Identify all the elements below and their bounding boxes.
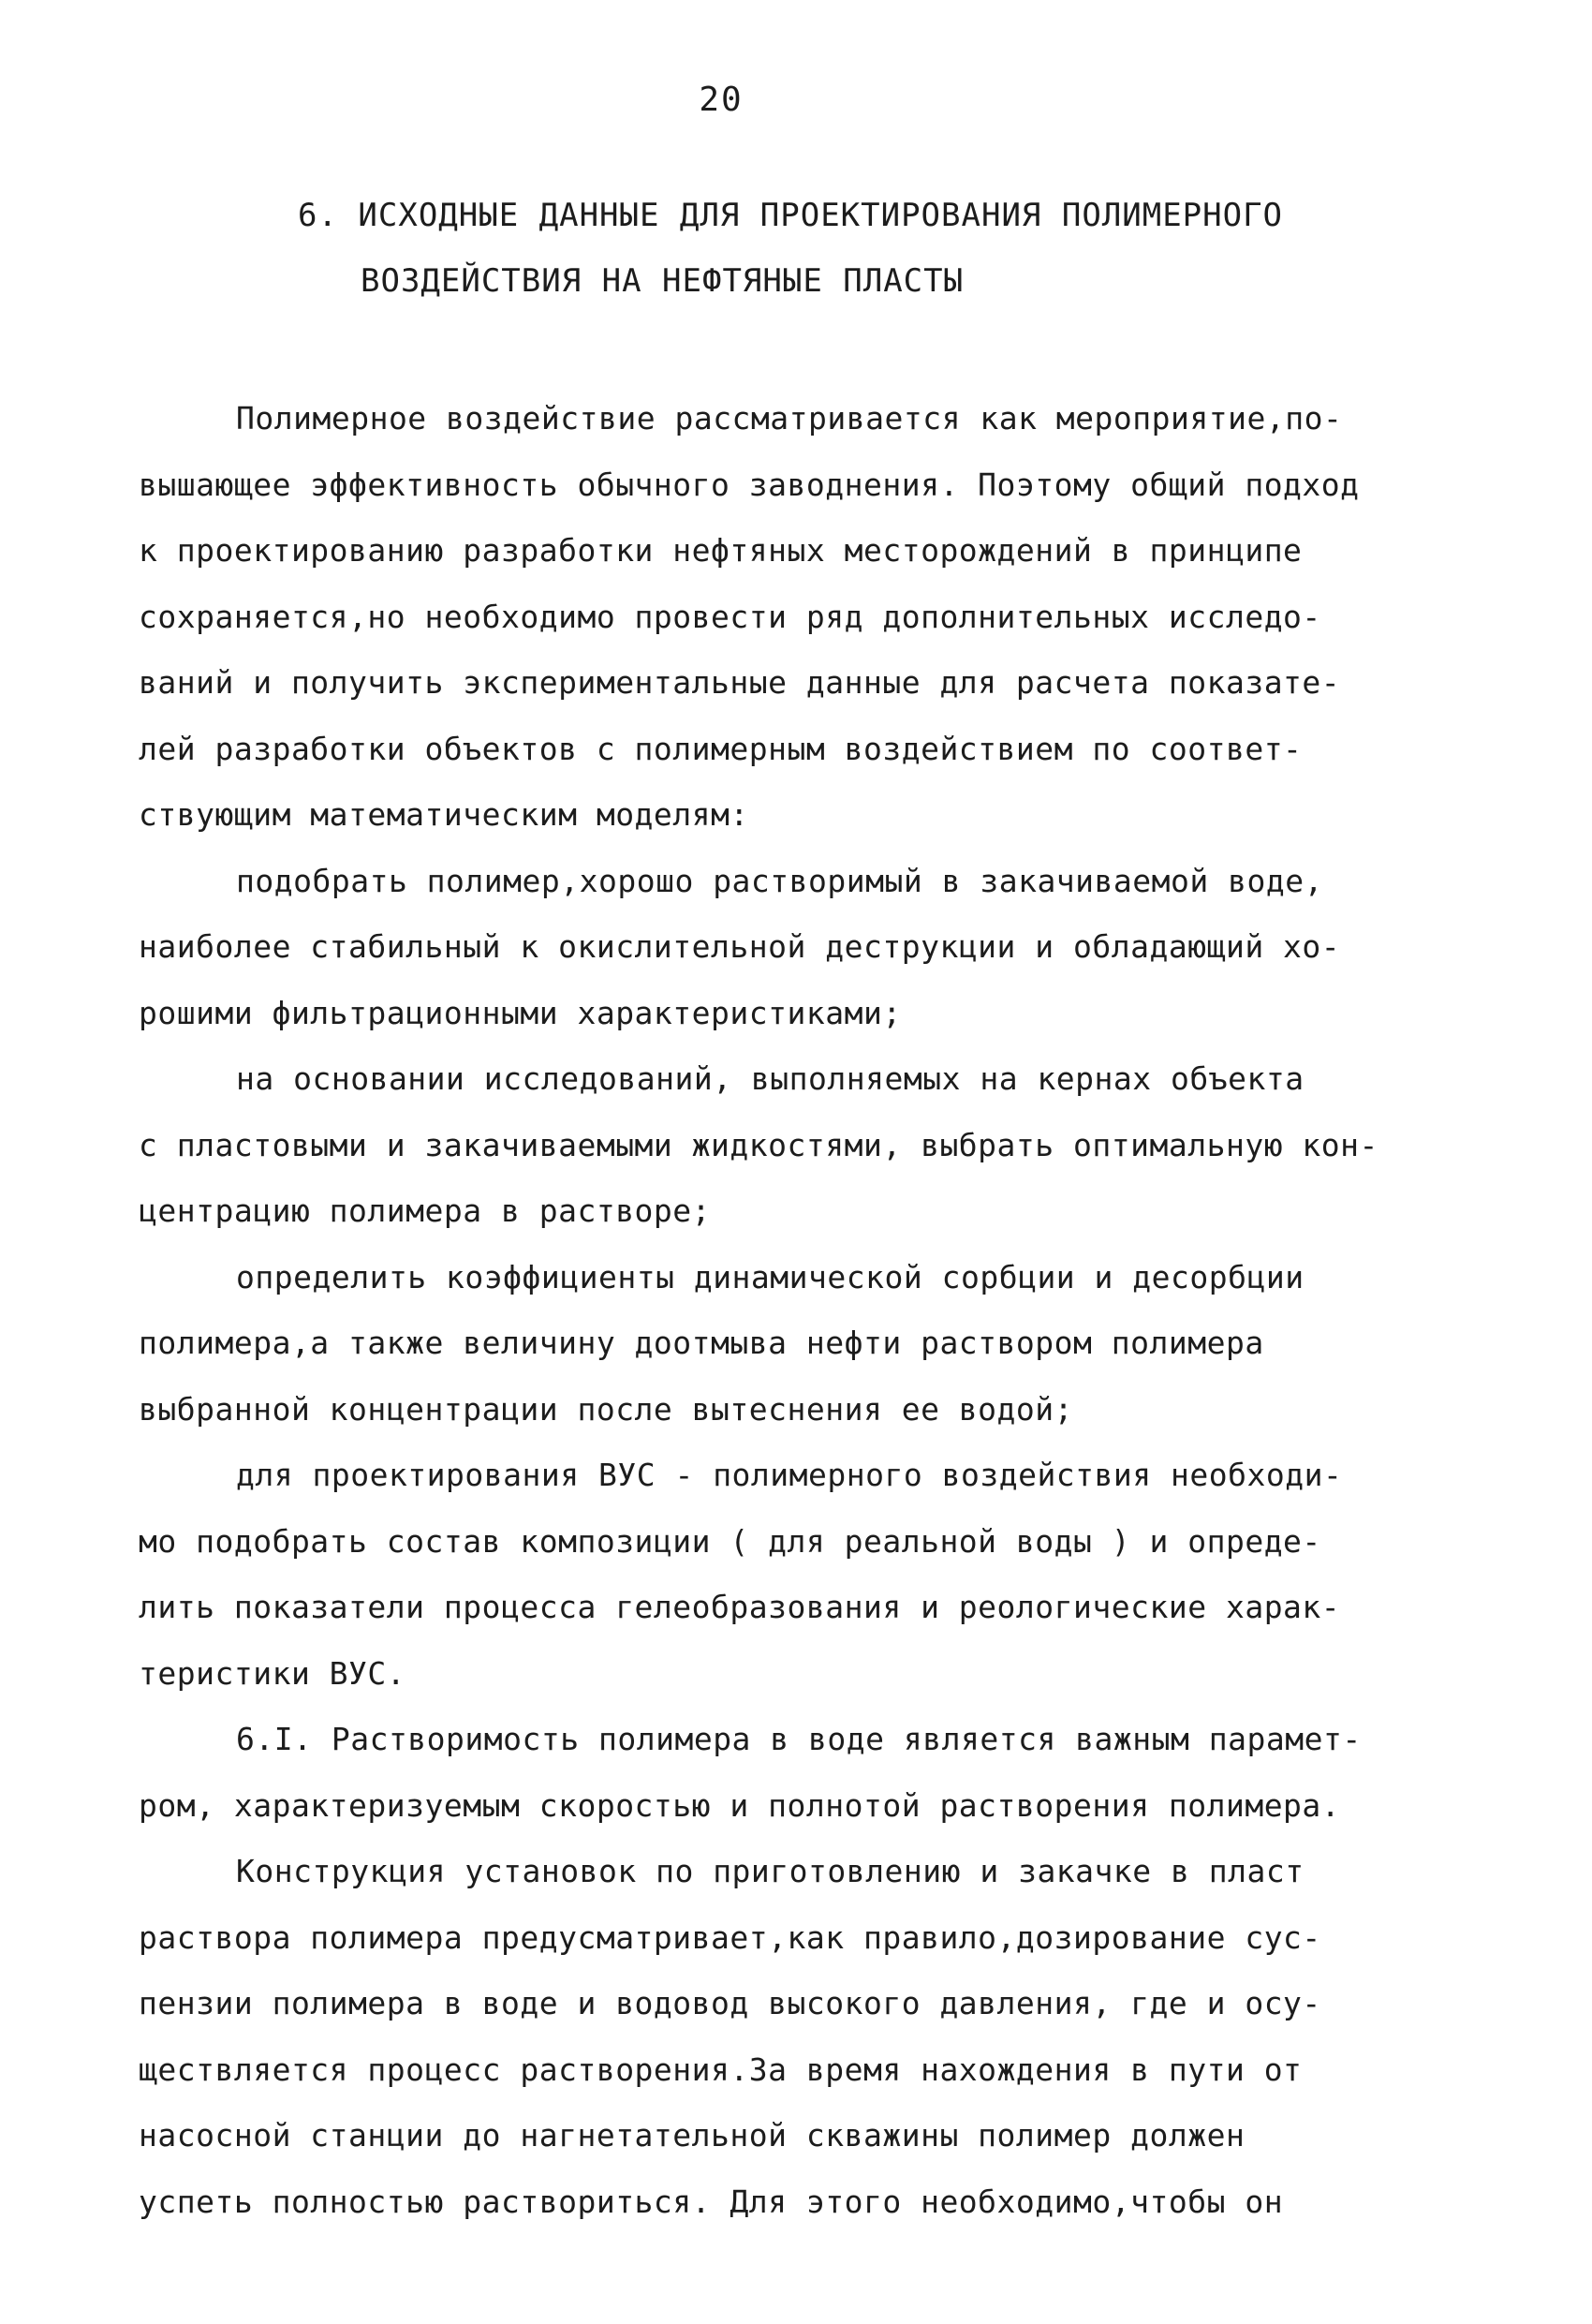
text-line: выбранной концентрации после вытеснения ее водой; — [139, 1390, 1074, 1428]
section-heading-line-1: 6. ИСХОДНЫЕ ДАННЫЕ ДЛЯ ПРОЕКТИРОВАНИЯ ПОЛИМЕРНОГО — [298, 197, 1284, 234]
text-line: ваний и получить экспериментальные данные для расчета показате- — [139, 664, 1341, 701]
text-line: для проектирования ВУС - полимерного воздействия необходи- — [236, 1457, 1343, 1493]
text-line: полимера,а также величину доотмыва нефти раствором полимера — [139, 1325, 1264, 1361]
page-number: 20 — [699, 81, 744, 119]
text-line: успеть полностью раствориться. Для этого необходимо,чтобы он — [139, 2183, 1284, 2220]
text-line: вышающее эффективность обычного заводнения. Поэтому общий подход — [139, 466, 1360, 503]
text-line: ществляется процесс растворения.За время нахождения в пути от — [139, 2050, 1303, 2088]
section-heading-line-2: ВОЗДЕЙСТВИЯ НА НЕФТЯНЫЕ ПЛАСТЫ — [361, 262, 965, 300]
text-line: теристики ВУС. — [139, 1654, 406, 1692]
text-line: пензии полимера в воде и водовод высокого давления, где и осу- — [139, 1985, 1321, 2021]
text-line: 6.I. Растворимость полимера в воде является важным парамет- — [236, 1721, 1362, 1757]
text-line: рошими фильтрационными характеристиками; — [139, 994, 902, 1031]
text-line: с пластовыми и закачиваемыми жидкостями, выбрать оптимальную кон- — [139, 1126, 1378, 1163]
text-line: насосной станции до нагнетательной скважины полимер должен — [139, 2117, 1246, 2154]
text-line: ром, характеризуемым скоростью и полнотой растворения полимера. — [139, 1786, 1341, 1824]
text-line: центрацию полимера в растворе; — [139, 1192, 712, 1229]
text-line: сохраняется,но необходимо провести ряд дополнительных исследо- — [139, 598, 1321, 635]
text-line: Конструкция установок по приготовлению и закачке в пласт — [236, 1853, 1305, 1889]
text-line: мо подобрать состав композиции ( для реальной воды ) и опреде- — [139, 1522, 1321, 1560]
text-line: лей разработки объектов с полимерным воздействием по соответ- — [139, 730, 1303, 767]
text-line: определить коэффициенты динамической сорбции и десорбции — [236, 1258, 1305, 1295]
text-line: ствующим математическим моделям: — [139, 796, 749, 833]
text-line: лить показатели процесса гелеобразования и реологические харак- — [139, 1589, 1341, 1625]
text-line: подобрать полимер,хорошо растворимый в закачиваемой воде, — [236, 862, 1323, 899]
text-line: на основании исследований, выполняемых на кернах объекта — [236, 1060, 1305, 1097]
text-line: раствора полимера предусматривает,как правило,дозирование сус- — [139, 1918, 1321, 1956]
body-text — [139, 386, 1464, 2235]
text-line: наиболее стабильный к окислительной деструкции и обладающий хо- — [139, 928, 1341, 965]
text-line: к проектированию разработки нефтяных месторождений в принципе — [139, 532, 1303, 569]
text-line: Полимерное воздействие рассматривается как мероприятие,по- — [236, 400, 1343, 437]
